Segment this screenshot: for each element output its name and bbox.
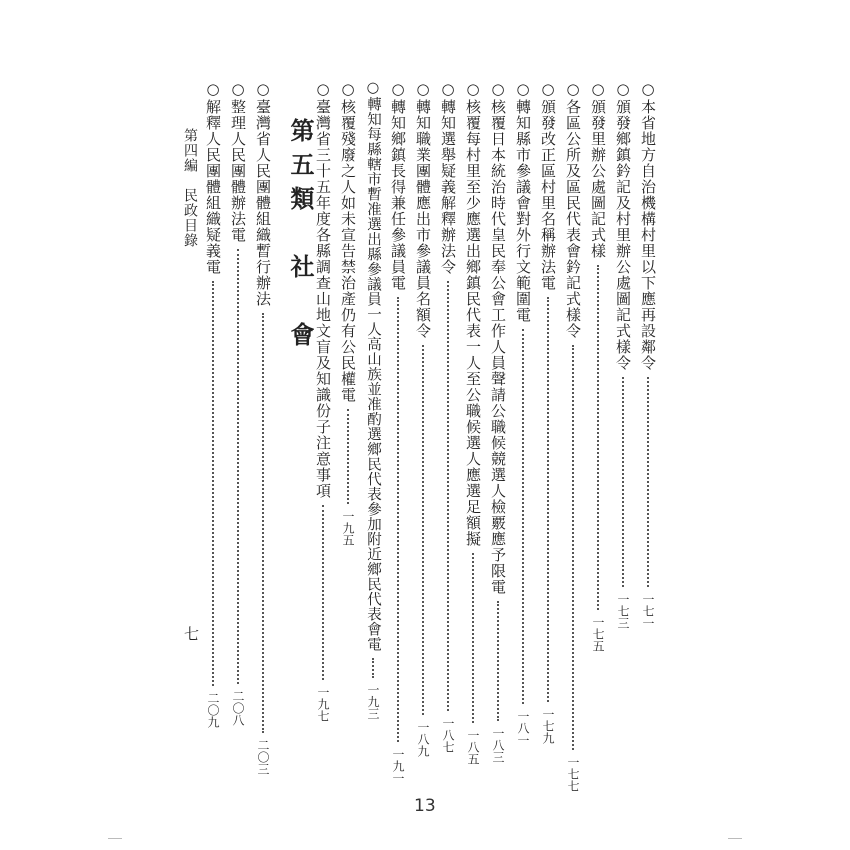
entry-title: ○轉知每縣轄市暫准選出縣參議員一人高山族並准酌選鄉民代表參加附近鄉民代表會電 [365, 80, 381, 652]
toc-entry [538, 80, 559, 744]
toc-entry [203, 80, 224, 728]
entry-page: 一八一 [516, 710, 530, 746]
entry-title: ○核覆每村里至少應選出鄉鎮民代表一人至公職候選人應選足額擬 [464, 80, 482, 547]
crop-mark [108, 838, 122, 839]
entry-title: ○本省地方自治機構村里以下應再設鄰令 [639, 80, 657, 371]
toc-entry [588, 80, 609, 652]
entry-page: 一九三 [366, 683, 380, 720]
entry-title: ○臺灣省三十五年度各縣調查山地文盲及知識份子注意事項 [314, 80, 332, 499]
entry-page: 一九一 [391, 748, 405, 784]
entry-page: 一八九 [416, 721, 430, 757]
entry-title: ○核覆殘廢之人如未宣告禁治產仍有公民權電 [339, 80, 357, 403]
entry-title: ○核覆日本統治時代皇民奉公會工作人員聲請公職候競選人檢覈應予限電 [489, 80, 507, 595]
entry-page: 一七九 [541, 708, 555, 744]
section-heading: 第五類 社 會 [286, 118, 315, 356]
entry-page: 一七五 [591, 616, 605, 652]
entry-title: ○頒發改正區村里名稱辦法電 [539, 80, 557, 291]
entry-page: 一七一 [641, 593, 655, 629]
page-number: 13 [414, 796, 436, 816]
toc-entry [613, 80, 634, 629]
crop-mark [728, 838, 742, 839]
toc-entry [488, 80, 509, 763]
entry-page: 二〇八 [231, 690, 245, 726]
entry-title: ○轉知職業團體應出市參議員名額令 [414, 80, 432, 339]
folio-number: 七 [182, 626, 200, 641]
toc-entry [253, 80, 274, 775]
toc-entry [388, 80, 409, 784]
toc-entry [463, 80, 484, 765]
entry-title: ○轉知選舉疑義解釋辦法令 [439, 80, 457, 275]
entry-page: 一八三 [491, 727, 505, 763]
entry-page: 一八五 [466, 729, 480, 765]
entry-page: 一九五 [341, 510, 355, 546]
toc-entry [438, 80, 459, 753]
entry-title: ○各區公所及區民代表會鈐記式樣令 [564, 80, 582, 339]
entry-title: ○轉知鄉鎮長得兼任參議員電 [389, 80, 407, 291]
entry-page: 一七三 [616, 593, 630, 629]
entry-page: 一七七 [566, 756, 580, 792]
toc-entry [638, 80, 659, 629]
entry-title: ○頒發鄉鎮鈐記及村里辦公處圖記式樣令 [614, 80, 632, 371]
entry-title: ○整理人民團體辦法電 [229, 80, 247, 243]
entry-title: ○臺灣省人民團體組織暫行辦法 [254, 80, 272, 307]
entry-title: ○轉知縣市參議會對外行文範圍電 [514, 80, 532, 323]
entry-page: 一八七 [441, 717, 455, 753]
entry-page: 二〇九 [206, 692, 220, 728]
toc-entry [513, 80, 534, 746]
toc-entry [563, 80, 584, 792]
running-header: 第四編 民政目錄 [182, 128, 198, 248]
toc-entry [413, 80, 434, 757]
entry-title: ○頒發里辦公處圖記式樣 [589, 80, 607, 259]
toc-entry [363, 80, 384, 720]
toc-entry [228, 80, 249, 726]
toc-entry [338, 80, 359, 546]
entry-page: 二〇三 [256, 739, 270, 775]
entry-title: ○解釋人民團體組織疑義電 [204, 80, 222, 275]
entry-page: 一九七 [316, 686, 330, 722]
